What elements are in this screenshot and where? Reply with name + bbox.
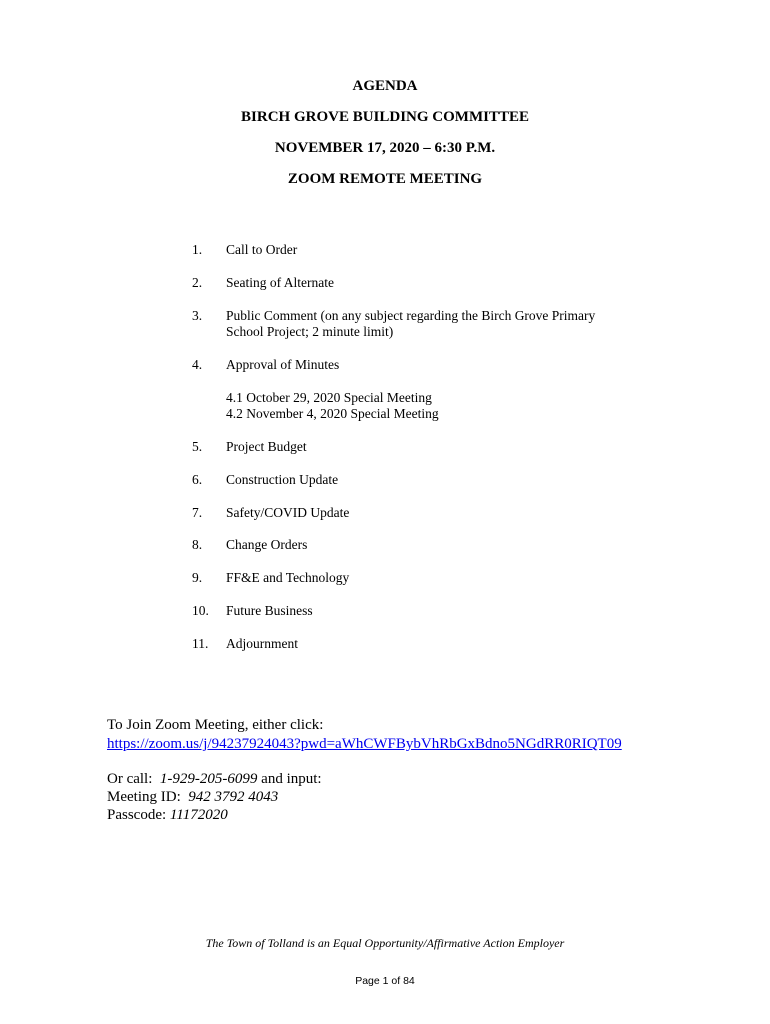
- eeo-statement: The Town of Tolland is an Equal Opportunity/Affirmative Action Employer: [205, 936, 565, 950]
- meeting-id-line: [107, 788, 278, 806]
- agenda-item-number: 5.: [192, 439, 203, 454]
- agenda-item-number: 8.: [192, 537, 203, 552]
- zoom-link-line: [107, 735, 622, 753]
- agenda-item-number: 4.: [192, 357, 203, 372]
- agenda-item-text: Construction Update: [226, 472, 339, 487]
- agenda-item-number: 1.: [192, 242, 203, 257]
- agenda-item-number: 3.: [192, 308, 203, 323]
- agenda-item-number: 10.: [192, 603, 209, 618]
- agenda-item-text: Project Budget: [226, 439, 307, 454]
- meeting-id-label: Meeting ID:: [107, 789, 189, 805]
- agenda-item-text: Safety/COVID Update: [226, 505, 350, 520]
- agenda-item-text-continued: School Project; 2 minute limit): [226, 324, 394, 339]
- agenda-subitem: 4.2 November 4, 2020 Special Meeting: [226, 406, 439, 421]
- committee-name: BIRCH GROVE BUILDING COMMITTEE: [241, 109, 529, 125]
- page-number: Page 1 of 84: [355, 975, 415, 987]
- meeting-date: NOVEMBER 17, 2020 – 6:30 P.M.: [274, 140, 496, 156]
- agenda-item-number: 9.: [192, 570, 203, 585]
- phone-line: [107, 770, 322, 788]
- agenda-item-text: Public Comment (on any subject regarding the Birch Grove Primary: [226, 308, 596, 323]
- zoom-meeting-link[interactable]: https://zoom.us/j/94237924043?pwd=aWhCWFBybVhRbGxBdno5NGdRR0RIQT09: [107, 736, 622, 752]
- agenda-item-number: 7.: [192, 505, 203, 520]
- agenda-item-text: Adjournment: [226, 636, 298, 651]
- agenda-item-text: Future Business: [226, 603, 313, 618]
- zoom-join-intro: To Join Zoom Meeting, either click:: [107, 717, 324, 733]
- call-prefix: Or call:: [107, 771, 160, 787]
- passcode-label: Passcode:: [107, 807, 170, 823]
- meeting-type: ZOOM REMOTE MEETING: [287, 171, 483, 187]
- passcode-line: [107, 806, 228, 824]
- phone-number: 1-929-205-6099: [159, 771, 258, 787]
- agenda-subitem: 4.1 October 29, 2020 Special Meeting: [226, 390, 432, 405]
- agenda-item-text: FF&E and Technology: [226, 570, 350, 585]
- agenda-item-text: Call to Order: [226, 242, 298, 257]
- passcode-value: 11172020: [169, 807, 228, 823]
- agenda-item-text: Approval of Minutes: [226, 357, 340, 372]
- agenda-heading: AGENDA: [352, 78, 418, 94]
- agenda-item-text: Change Orders: [226, 537, 308, 552]
- agenda-item-number: 2.: [192, 275, 203, 290]
- agenda-item-number: 11.: [192, 636, 209, 651]
- call-suffix: and input:: [257, 771, 322, 787]
- meeting-id-value: 942 3792 4043: [188, 789, 279, 805]
- agenda-item-text: Seating of Alternate: [226, 275, 334, 290]
- agenda-item-number: 6.: [192, 472, 203, 487]
